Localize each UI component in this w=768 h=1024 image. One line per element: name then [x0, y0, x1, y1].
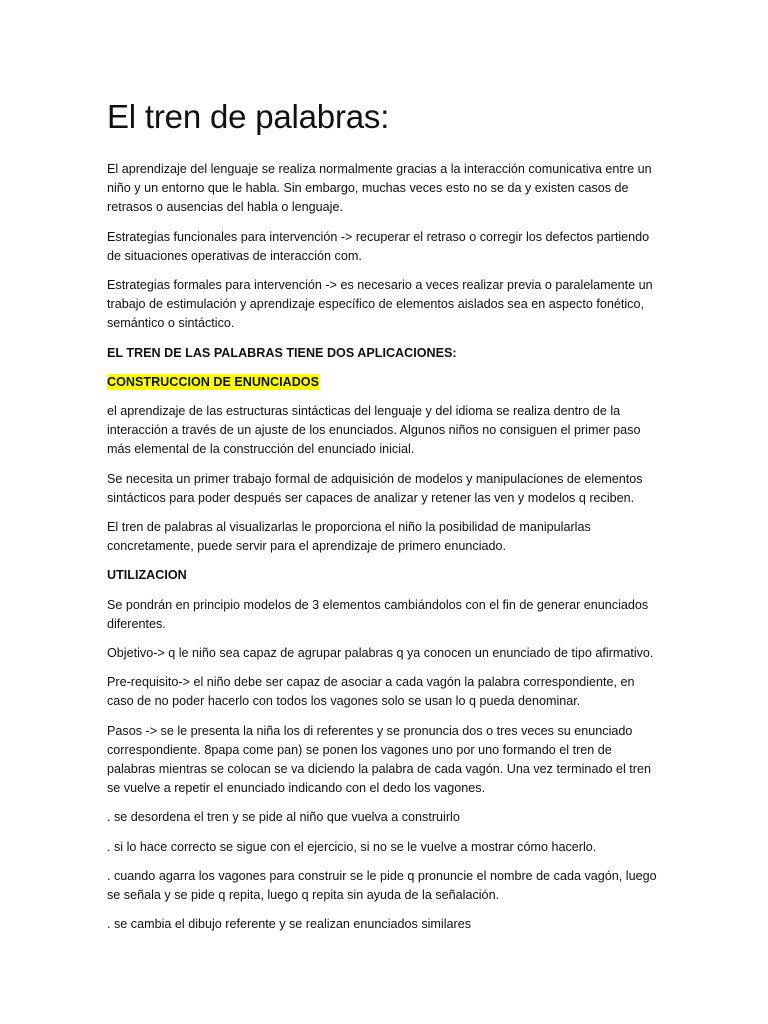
- paragraph-formal-work: Se necesita un primer trabajo formal de adquisición de modelos y manipulaciones de elementos sintácticos para poder después ser capaces de analizar y retener las ven y modelos q reciben.: [107, 471, 643, 505]
- paragraph-steps: Pasos -> se le presenta la niña los di referentes y se pronuncia dos o tres veces su enunciado correspondiente. 8papa come pan) se ponen los vagones uno por uno formando el tren de palabras mientras se colocan se va diciendo la palabra de cada vagón. Una vez terminado el tren se vuelve a repetir el enunciado indicando con el dedo los vagones.: [107, 723, 651, 796]
- paragraph-syntactic-learning: el aprendizaje de las estructuras sintácticas del lenguaje y del idioma se realiza dentro de la interacción a través de un ajuste de los enunciados. Algunos niños no consiguen el primer paso más elemental de la construcción del enunciado inicial.: [107, 404, 641, 457]
- paragraph-functional-strategies: Estrategias funcionales para intervención -> recuperar el retraso o corregir los defectos partiendo de situaciones operativas de interacción com.: [107, 229, 650, 263]
- heading-construccion-enunciados: CONSTRUCCION DE ENUNCIADOS: [107, 374, 320, 389]
- heading-utilizacion: UTILIZACION: [107, 568, 187, 583]
- paragraph-prerequisite: Pre-requisito-> el niño debe ser capaz de asociar a cada vagón la palabra correspondiente, en caso de no poder hacerlo con todos los vagones solo se usan lo q pueda denominar.: [107, 675, 635, 709]
- paragraph-formal-strategies: Estrategias formales para intervención -> es necesario a veces realizar previa o paralelamente un trabajo de estimulación y aprendizaje específico de elementos aislados sea en aspecto fonético, semántico o sintáctico.: [107, 278, 653, 331]
- paragraph-step-reorder: . se desordena el tren y se pide al niño que vuelva a construirlo: [107, 810, 460, 825]
- paragraph-step-correct: . si lo hace correcto se sigue con el ejercicio, si no se le vuelve a mostrar cómo hacerlo.: [107, 839, 597, 854]
- paragraph-step-pronounce: . cuando agarra los vagones para construir se le pide q pronuncie el nombre de cada vagón, luego se señala y se pide q repita, luego q repita sin ayuda de la señalación.: [107, 868, 657, 903]
- paragraph-models: Se pondrán en principio modelos de 3 elementos cambiándolos con el fin de generar enunciados diferentes.: [107, 597, 649, 631]
- paragraph-step-change-referent: . se cambia el dibujo referente y se realizan enunciados similares: [107, 917, 472, 932]
- paragraph-objective: Objetivo-> q le niño sea capaz de agrupar palabras q ya conocen un enunciado de tipo afirmativo.: [107, 646, 654, 661]
- paragraph-train-visualization: El tren de palabras al visualizarlas le proporciona el niño la posibilidad de manipularlas concretamente, puede servir para el aprendizaje de primero enunciado.: [107, 520, 591, 554]
- document-title: El tren de palabras:: [107, 98, 390, 135]
- heading-two-applications: EL TREN DE LAS PALABRAS TIENE DOS APLICACIONES:: [107, 345, 457, 360]
- heading-construction-wrapper: [107, 373, 672, 392]
- paragraph-intro: El aprendizaje del lenguaje se realiza normalmente gracias a la interacción comunicativa entre un niño y un entorno que le habla. Sin embargo, muchas veces esto no se da y existen casos de retrasos o ausencias del habla o lenguaje.: [107, 162, 652, 215]
